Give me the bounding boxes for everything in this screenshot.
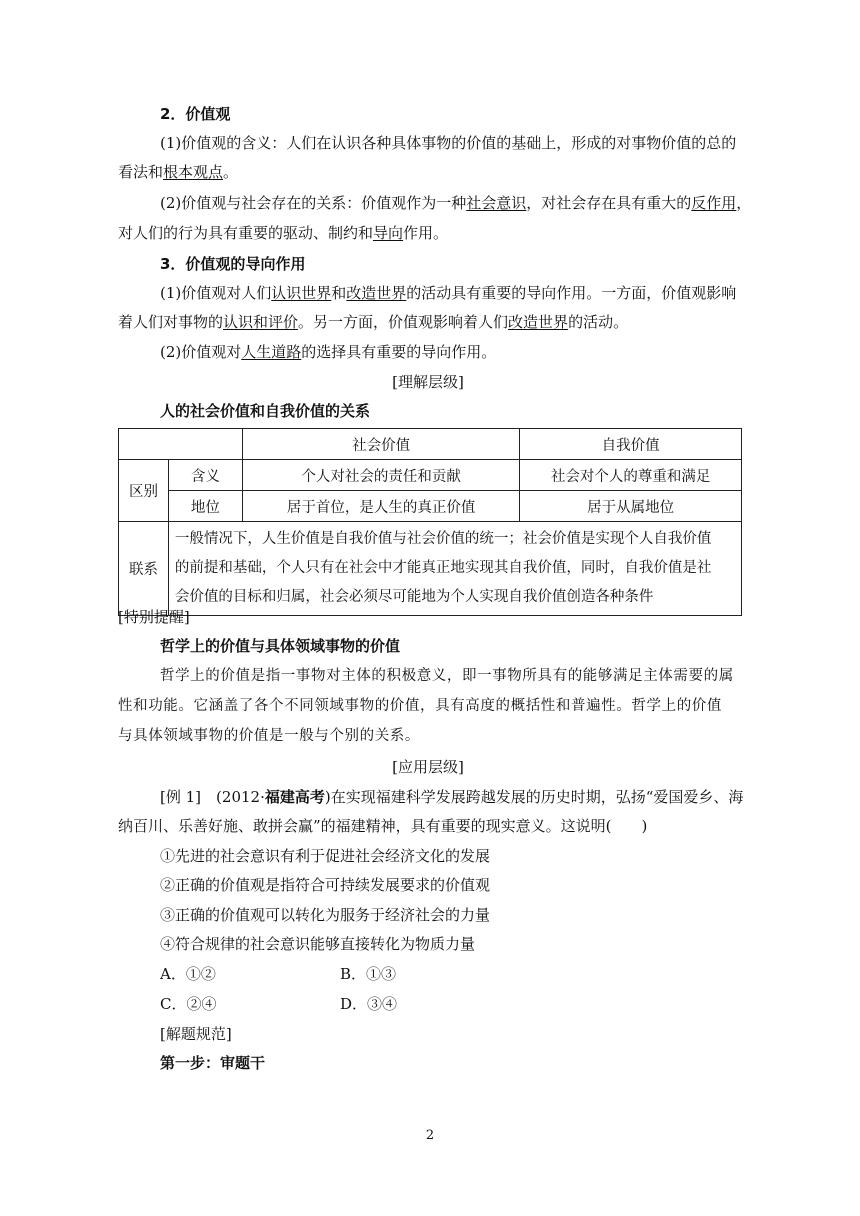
value-view-relation-line1: (2)价值观与社会存在的关系：价值观作为一种社会意识，对社会存在具有重大的反作用， bbox=[160, 194, 752, 212]
row-label-link: 联系 bbox=[119, 522, 169, 616]
guide-role-line1: (1)价值观对人们认识世界和改造世界的活动具有重要的导向作用。一方面，价值观影响 bbox=[160, 284, 737, 302]
keyword-know-world: 认识世界 bbox=[271, 284, 332, 302]
example-question-line1: [例 1] (2012·福建高考)在实现福建科学发展跨越发展的历史时期，弘扬“爱国爱乡、海 bbox=[160, 788, 744, 806]
special-tip-line1: 哲学上的价值是指一事物对主体的积极意义，即一事物所具有的能够满足主体需要的属 bbox=[160, 668, 734, 684]
example-question-line2: 纳百川、乐善好施、敢拼会赢”的福建精神，具有重要的现实意义。这说明( ) bbox=[118, 817, 648, 835]
cell-status-self: 居于从属地位 bbox=[520, 491, 742, 522]
cell-meaning-social: 个人对社会的责任和贡献 bbox=[242, 460, 520, 491]
special-tip-label: [特别提醒] bbox=[118, 608, 190, 626]
cell-status-social: 居于首位，是人生的真正价值 bbox=[242, 491, 520, 522]
keyword-change-world: 改造世界 bbox=[346, 284, 407, 302]
value-relation-table bbox=[118, 428, 742, 616]
keyword-guide: 导向 bbox=[373, 224, 404, 242]
special-tip-line3: 与具体领域事物的价值是一般与个别的关系。 bbox=[118, 728, 420, 744]
keyword-change-world-2: 改造世界 bbox=[508, 313, 569, 331]
keyword-fundamental-view: 根本观点 bbox=[163, 163, 224, 181]
section-2-heading: 2．价值观 bbox=[160, 105, 231, 123]
header-self-value: 自我价值 bbox=[520, 429, 742, 460]
keyword-social-consciousness: 社会意识 bbox=[466, 194, 527, 212]
table-header-row bbox=[119, 429, 742, 460]
statement-2: ②正确的价值观是指符合可持续发展要求的价值观 bbox=[160, 876, 491, 894]
value-view-definition-line1: (1)价值观的含义：人们在认识各种具体事物的价值的基础上，形成的对事物价值的总的 bbox=[160, 134, 737, 152]
example-source: 福建高考 bbox=[264, 788, 325, 806]
keyword-cognition-evaluation: 认识和评价 bbox=[223, 313, 299, 331]
value-view-relation-line2: 对人们的行为具有重要的驱动、制约和导向作用。 bbox=[118, 224, 449, 242]
table-row-link bbox=[119, 522, 742, 616]
value-view-definition-line2: 看法和根本观点。 bbox=[118, 163, 239, 181]
option-b[interactable]: B．①③ bbox=[340, 965, 397, 983]
cell-link-text: 一般情况下，人生价值是自我价值与社会价值的统一；社会价值是实现个人自我价值 的前提和基础，个人只有在社会中才能真正地实现其自我价值，同时，自我价值是社 会价值的目标和归属，社会必须尽可能地为个人实现自我价值创造各种条件 bbox=[168, 522, 741, 616]
statement-3: ③正确的价值观可以转化为服务于经济社会的力量 bbox=[160, 906, 491, 924]
special-tip-title: 哲学上的价值与具体领域事物的价值 bbox=[160, 637, 401, 655]
cell-meaning-self: 社会对个人的尊重和满足 bbox=[520, 460, 742, 491]
header-social-value: 社会价值 bbox=[242, 429, 520, 460]
level-understand-label: [理解层级] bbox=[392, 373, 464, 391]
special-tip-line2: 性和功能。它涵盖了各个不同领域事物的价值，具有高度的概括性和普遍性。哲学上的价值 bbox=[118, 698, 722, 714]
step-1-label: 第一步：审题干 bbox=[160, 1054, 266, 1072]
row-label-meaning: 含义 bbox=[168, 460, 242, 491]
option-c[interactable]: C．②④ bbox=[160, 995, 217, 1013]
statement-1: ①先进的社会意识有利于促进社会经济文化的发展 bbox=[160, 847, 491, 865]
row-label-status: 地位 bbox=[168, 491, 242, 522]
guide-role-line2: 着人们对事物的认识和评价。另一方面，价值观影响着人们改造世界的活动。 bbox=[118, 313, 629, 331]
level-apply-label: [应用层级] bbox=[392, 758, 464, 776]
option-d[interactable]: D．③④ bbox=[340, 995, 398, 1013]
statement-4: ④符合规律的社会意识能够直接转化为物质力量 bbox=[160, 935, 476, 953]
solve-spec-label: [解题规范] bbox=[160, 1025, 232, 1043]
keyword-reaction: 反作用 bbox=[691, 194, 737, 212]
table-row-status bbox=[119, 491, 742, 522]
guide-role-line3: (2)价值观对人生道路的选择具有重要的导向作用。 bbox=[160, 343, 497, 361]
table-title: 人的社会价值和自我价值的关系 bbox=[160, 402, 371, 420]
example-label: [例 1] bbox=[160, 788, 202, 806]
row-label-difference: 区别 bbox=[119, 460, 169, 522]
table-row-meaning bbox=[119, 460, 742, 491]
page-number: 2 bbox=[425, 1128, 435, 1143]
section-3-heading: 3．价值观的导向作用 bbox=[160, 255, 306, 273]
keyword-life-path: 人生道路 bbox=[241, 343, 302, 361]
option-a[interactable]: A．①② bbox=[160, 965, 216, 983]
table-corner-cell bbox=[119, 429, 243, 460]
